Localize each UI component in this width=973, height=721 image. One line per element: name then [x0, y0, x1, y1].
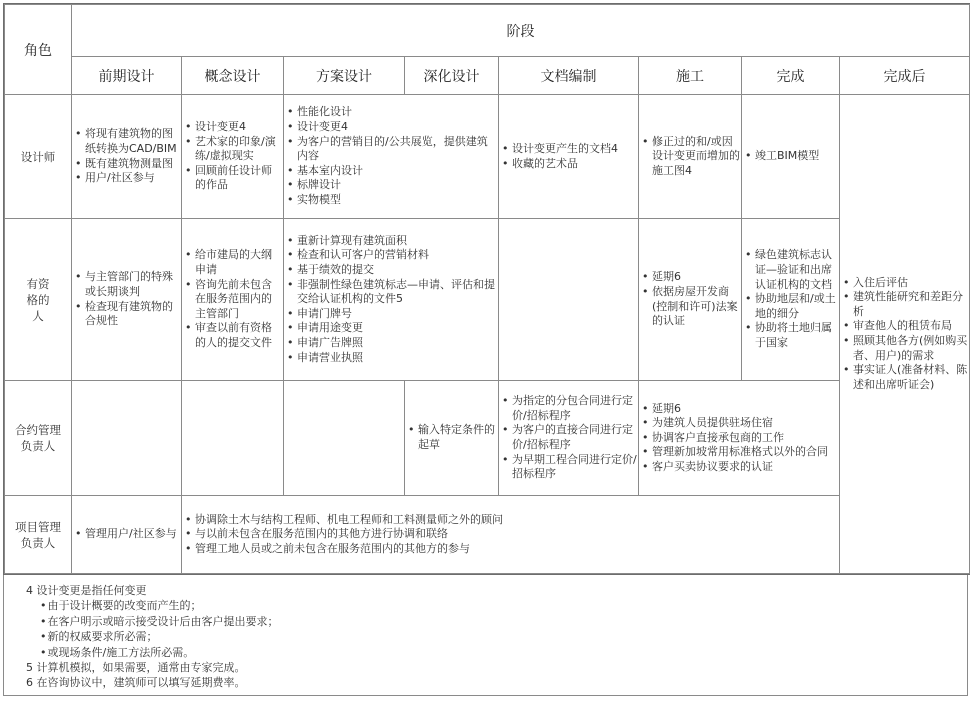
phase-concept: 概念设计 — [182, 57, 284, 95]
bullet-item: • 与主管部门的特殊或长期谈判 — [75, 270, 180, 299]
bullet-item: • 管理用户/社区参与 — [75, 527, 180, 542]
designer-scheme — [284, 95, 499, 219]
contract-scheme — [284, 381, 405, 496]
footnote-4-item: • 在客户明示或暗示接受设计后由客户提出要求； — [26, 614, 967, 629]
bullet-item: • 修正过的和/或因设计变更而增加的施工图4 — [642, 135, 740, 179]
bullet-item: • 为建筑人员提供驻场住宿 — [642, 416, 838, 431]
phase-pre-design: 前期设计 — [72, 57, 182, 95]
table-row-project-manager — [5, 496, 970, 574]
bullet-item: • 与以前未包含在服务范围内的其他方进行协调和联络 — [185, 527, 838, 542]
phase-detailed: 深化设计 — [405, 57, 499, 95]
contract-concept — [182, 381, 284, 496]
bullet-item: • 依据房屋开发商(控制和许可)法案的认证 — [642, 285, 740, 329]
project-span — [182, 496, 840, 574]
bullet-item: • 事实证人(准备材料、陈述和出席听证会) — [843, 363, 968, 392]
designer-construction — [639, 95, 742, 219]
bullet-item: • 检查现有建筑物的合规性 — [75, 300, 180, 329]
bullet-item: • 照顾其他各方(例如购买者、用户)的需求 — [843, 334, 968, 363]
designer-documentation — [499, 95, 639, 219]
bullet-item: • 协助将土地归属于国家 — [745, 321, 838, 350]
bullet-item: • 标牌设计 — [287, 178, 497, 193]
phase-scheme: 方案设计 — [284, 57, 405, 95]
bullet-item: • 审查他人的租赁布局 — [843, 319, 968, 334]
bullet-item: • 协调除土木与结构工程师、机电工程师和工料测量师之外的顾问 — [185, 513, 838, 528]
bullet-item: • 设计变更产生的文档4 — [502, 142, 637, 157]
bullet-item: • 竣工BIM模型 — [745, 149, 838, 164]
role-qualified-person — [5, 219, 72, 381]
bullet-item: • 建筑性能研究和差距分析 — [843, 290, 968, 319]
qualified-scheme — [284, 219, 499, 381]
bullet-item: • 管理工地人员或之前未包含在服务范围内的其他方的参与 — [185, 542, 838, 557]
bullet-item: • 重新计算现有建筑面积 — [287, 234, 497, 249]
footnote-4-item: • 新的权威要求所必需； — [26, 629, 967, 644]
bullet-item: • 为客户的直接合同进行定价/招标程序 — [502, 423, 637, 452]
role-contract-label: 合约管理负责人 — [15, 423, 61, 453]
bullet-item: • 输入特定条件的起草 — [408, 423, 497, 452]
table-row-designer — [5, 95, 970, 219]
bullet-item: • 设计变更4 — [287, 120, 497, 135]
phase-construction: 施工 — [639, 57, 742, 95]
bullet-item: • 申请营业执照 — [287, 351, 497, 366]
qualified-documentation — [499, 219, 639, 381]
bullet-item: • 咨询先前未包含在服务范围内的主管部门 — [185, 278, 282, 322]
designer-pre-design — [72, 95, 182, 219]
bullet-item: • 设计变更4 — [185, 120, 282, 135]
role-contract-manager — [5, 381, 72, 496]
designer-completion — [742, 95, 840, 219]
footnote-4: 4 设计变更是指任何变更 — [26, 584, 147, 597]
bullet-item: • 给市建局的大纲申请 — [185, 248, 282, 277]
role-project-label: 项目管理负责人 — [15, 519, 61, 550]
bullet-item: • 管理新加坡常用标准格式以外的合同 — [642, 445, 838, 460]
bullet-item: • 客户买卖协议要求的认证 — [642, 460, 838, 475]
bullet-item: • 审查以前有资格的人的提交文件 — [185, 321, 282, 350]
role-project-manager — [5, 496, 72, 574]
phase-documentation: 文档编制 — [499, 57, 639, 95]
bullet-item: • 延期6 — [642, 270, 740, 285]
bullet-item: • 既有建筑物测量图 — [75, 157, 180, 172]
bullet-item: • 申请用途变更 — [287, 321, 497, 336]
role-designer: 设计师 — [5, 95, 72, 219]
bullet-item: • 延期6 — [642, 402, 838, 417]
footnote-4-item: • 或现场条件/施工方法所必需。 — [26, 645, 967, 660]
footnotes — [3, 575, 968, 696]
designer-concept — [182, 95, 284, 219]
bullet-item: • 性能化设计 — [287, 105, 497, 120]
contract-pre-design — [72, 381, 182, 496]
bullet-item: • 基本室内设计 — [287, 164, 497, 179]
bullet-item: • 用户/社区参与 — [75, 171, 180, 186]
bullet-item: • 为指定的分包合同进行定价/招标程序 — [502, 394, 637, 423]
role-header: 角色 — [5, 5, 72, 95]
phase-completion: 完成 — [742, 57, 840, 95]
project-pre-design — [72, 496, 182, 574]
phase-header: 阶段 — [72, 5, 970, 57]
bullet-item: • 为早期工程合同进行定价/招标程序 — [502, 453, 637, 482]
contract-construction — [639, 381, 840, 496]
bullet-item: • 协调客户直接承包商的工作 — [642, 431, 838, 446]
bullet-item: • 为客户的营销目的/公共展览，提供建筑内容 — [287, 135, 497, 164]
bullet-item: • 申请广告牌照 — [287, 336, 497, 351]
bullet-item: • 将现有建筑物的图纸转换为CAD/BIM — [75, 127, 180, 156]
bullet-item: • 收藏的艺术品 — [502, 157, 637, 172]
roles-phases-table — [4, 4, 970, 574]
qualified-construction — [639, 219, 742, 381]
post-completion-cell — [840, 95, 970, 574]
qualified-concept — [182, 219, 284, 381]
bullet-item: • 绿色建筑标志认证—验证和出席认证机构的文档 — [745, 248, 838, 292]
bullet-item: • 回顾前任设计师的作品 — [185, 164, 282, 193]
bullet-item: • 非强制性绿色建筑标志—申请、评估和提交给认证机构的文件5 — [287, 278, 497, 307]
footnote-6: 6 在咨询协议中，建筑师可以填写延期费率。 — [26, 676, 246, 690]
bullet-item: • 实物模型 — [287, 193, 497, 208]
table-row-contract-manager — [5, 381, 970, 496]
table-row-qualified-person — [5, 219, 970, 381]
contract-detailed — [405, 381, 499, 496]
bullet-item: • 协助地层和/或土地的细分 — [745, 292, 838, 321]
contract-documentation — [499, 381, 639, 496]
bullet-item: • 入住后评估 — [843, 276, 968, 291]
qualified-pre-design — [72, 219, 182, 381]
role-qualified-label: 有资格的人 — [26, 276, 50, 323]
bullet-item: • 申请门牌号 — [287, 307, 497, 322]
responsibility-matrix — [3, 3, 970, 575]
footnote-5: 5 计算机模拟，如果需要，通常由专家完成。 — [26, 661, 246, 675]
bullet-item: • 检查和认可客户的营销材料 — [287, 248, 497, 263]
bullet-item: • 艺术家的印象/演练/虚拟现实 — [185, 135, 282, 164]
qualified-completion — [742, 219, 840, 381]
bullet-item: • 基于绩效的提交 — [287, 263, 497, 278]
phase-post-completion: 完成后 — [840, 57, 970, 95]
footnote-4-item: • 由于设计概要的改变而产生的； — [26, 598, 967, 613]
